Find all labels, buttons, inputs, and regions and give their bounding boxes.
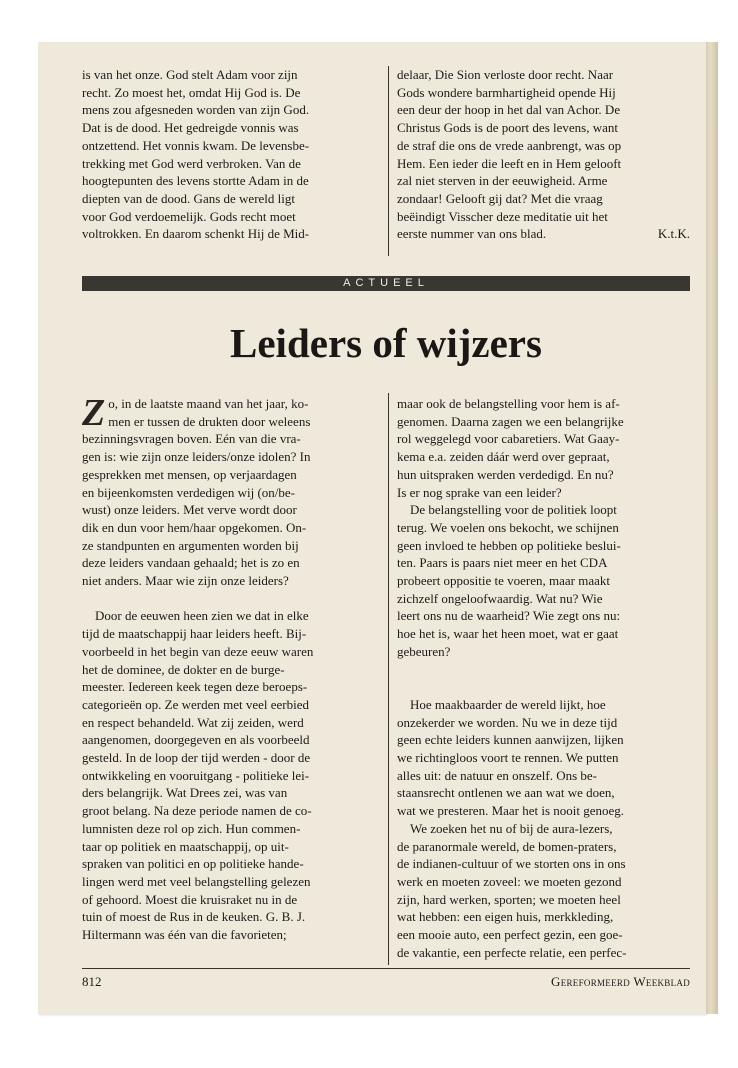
body-line: ontzettend. Het vonnis kwam. De levensbe- (82, 137, 310, 153)
page-number: 812 (82, 974, 102, 989)
body-line: gesprekken met mensen, op verjaardagen (82, 466, 297, 482)
article-title: Leiders of wijzers (230, 320, 542, 366)
body-line: tuin of moest de Rus in de keuken. G. B. J. (82, 909, 306, 925)
body-line: diepten van de dood. Gans de wereld ligt (82, 190, 295, 206)
body-line: geen invloed te hebben op politieke beslui- (397, 537, 621, 553)
body-line: beëindigt Visscher deze meditatie uit het (397, 208, 608, 224)
body-line: terug. We voelen ons bekocht, we schijnen (397, 519, 619, 535)
body-line: werk en moeten zoveel: we moeten gezond (397, 873, 622, 889)
body-line: Hem. Een ieder die leeft en in Hem gelooft (397, 155, 622, 171)
body-line: tijd de maatschappij haar leiders heeft. Bij- (82, 626, 307, 642)
body-line: gebeuren? (397, 643, 451, 659)
body-line: Is er nog sprake van een leider? (397, 484, 562, 500)
body-line: hoogtepunten des levens stortte Adam in de (82, 173, 309, 189)
body-line: wat we presteren. Maar het is nooit genoeg. (397, 803, 625, 819)
body-line: niet anders. Maar wie zijn onze leiders? (82, 573, 289, 589)
body-line-with-signature (397, 225, 690, 243)
body-line: bezinningsvragen boven. Eén van die vra- (82, 431, 301, 447)
body-line: hun uitspraken werden verdedigd. En nu? (397, 466, 614, 482)
body-line: gen is: wie zijn onze leiders/onze idolen? In (82, 449, 311, 465)
body-line: leert ons nu de waarheid? Wie zegt ons nu: (397, 608, 621, 624)
body-line: gesteld. In de loop der tijd werden - door de (82, 750, 311, 766)
body-line: hoe het is, waar het heen moet, wat er gaat (397, 626, 619, 642)
body-line: rol weggelegd voor cabaretiers. Wat Gaay- (397, 431, 620, 447)
body-line: wust) onze leiders. Met verve wordt door (82, 502, 297, 518)
body-line: ze standpunten en argumenten worden bij (82, 537, 299, 553)
body-line: en bijeenkomsten verdedigen wij (on/be- (82, 484, 295, 500)
body-line: probeert oppositie te voeren, maar maakt (397, 573, 610, 589)
body-line: voltrokken. En daarom schenkt Hij de Mid- (82, 226, 310, 242)
body-line: ders belangrijk. Wat Drees zei, was van (82, 785, 288, 801)
page-spine (706, 42, 718, 1014)
top-right-column (397, 66, 690, 243)
body-line: voor God verdoemelijk. Gods recht moet (82, 208, 296, 224)
body-line: aangenomen, doorgegeven en als voorbeeld (82, 732, 310, 748)
body-line: ten. Paars is paars niet meer en het CDA (397, 555, 608, 571)
body-line: genomen. Daarna zagen we een belangrijke (397, 413, 624, 429)
body-line: Door de eeuwen heen zien we dat in elke (95, 608, 309, 624)
body-line: lingen werd met veel belangstelling gelezen (82, 873, 311, 889)
body-line: taar op politiek en maatschappij, op uit- (82, 838, 289, 854)
body-line: zijn, hard werken, sporten; we moeten heel (397, 891, 621, 907)
body-line: meester. Iedereen keek tegen deze beroeps- (82, 679, 308, 695)
body-line: trekking met God werd verbroken. Van de (82, 155, 301, 171)
body-line: onzekerder we worden. Nu we in deze tijd (397, 714, 618, 730)
body-line: een deur der hoop in het dal van Achor. De (397, 102, 621, 118)
body-line: is van het onze. God stelt Adam voor zijn (82, 67, 298, 82)
body-line: De belangstelling voor de politiek loopt (410, 502, 617, 518)
body-line: groot belang. Na deze periode namen de co- (82, 803, 312, 819)
body-line: zichzelf ongeloofwaardig. Wat nu? Wie (397, 590, 603, 606)
body-line: o, in de laatste maand van het jaar, ko- (108, 396, 309, 411)
body-line: zal niet sterven in der eeuwigheid. Arme (397, 173, 608, 189)
publication-name: Gereformeerd Weekblad (551, 974, 690, 989)
section-label-bar: ACTUEEL (82, 276, 690, 291)
body-line: kema e.a. zeiden dáár werd over gepraat, (397, 449, 610, 465)
body-line: Dat is de dood. Het gedreigde vonnis was (82, 120, 299, 136)
column-divider (388, 393, 389, 965)
body-line: Gods wondere barmhartigheid opende Hij (397, 84, 616, 100)
body-line: Hoe maakbaarder de wereld lijkt, hoe (410, 696, 606, 712)
body-line: de indianen-cultuur of we storten ons in ons (397, 856, 626, 872)
body-line: wat hebben: een eigen huis, merkkleding, (397, 909, 614, 925)
body-line: of gehoord. Moest die kruisraket nu in de (82, 891, 298, 907)
drop-cap: Z (82, 392, 106, 434)
body-line: en respect behandeld. Wat zij zeiden, werd (82, 714, 304, 730)
body-line: categorieën op. Ze werden met veel eerbied (82, 696, 310, 712)
body-line: eerste nummer van ons blad. (397, 226, 547, 242)
body-line: deze leiders vandaan gehaald; het is zo en (82, 555, 300, 571)
body-line: men er tussen de drukten door weleens (108, 413, 311, 429)
body-line: het de dominee, de dokter en de burge- (82, 661, 285, 677)
body-line: delaar, Die Sion verloste door recht. Naar (397, 67, 614, 82)
body-line: ontwikkeling en vooruitgang - politieke lei- (82, 767, 310, 783)
body-line: mens zou afgesneden worden van zijn God. (82, 102, 310, 118)
body-line: zondaar! Gelooft gij dat? Met die vraag (397, 190, 603, 206)
body-line: de vakantie, een perfecte relatie, een perfec- (397, 944, 627, 960)
body-line: dik en dun voor hem/haar opgekomen. On- (82, 519, 307, 535)
body-line: de straf die ons de vrede aanbrengt, was op (397, 137, 622, 153)
body-line: lumnisten deze rol op zich. Hun commen- (82, 820, 301, 836)
body-line: een mooie auto, een perfect gezin, een goe- (397, 927, 623, 943)
author-signature: K.t.K. (657, 226, 690, 242)
body-line: we richtingloos voort te rennen. We putten (397, 750, 619, 766)
body-line: alles uit: de natuur en onszelf. Ons be- (397, 767, 597, 783)
body-line: geen echte leiders kunnen aanwijzen, lijken (397, 732, 624, 748)
body-line: maar ook de belangstelling voor hem is af- (397, 396, 620, 411)
column-divider (388, 66, 389, 256)
article-right-column (397, 395, 690, 961)
footer-rule (82, 968, 690, 969)
body-line: Hiltermann was één van die favorieten; (82, 927, 287, 943)
body-line: spraken van politici en op politieke hande- (82, 856, 304, 872)
body-line: Christus Gods is de poort des levens, want (397, 120, 618, 136)
body-line: recht. Zo moest het, omdat Hij God is. De (82, 84, 301, 100)
top-left-column (82, 66, 379, 243)
article-left-column (82, 392, 379, 944)
body-line: staansrecht ontlenen we aan wat we doen, (397, 785, 615, 801)
body-line: voorbeeld in het begin van deze eeuw waren (82, 643, 314, 659)
body-line: We zoeken het nu of bij de aura-lezers, (410, 820, 613, 836)
body-line: de paranormale wereld, de bomen-praters, (397, 838, 617, 854)
